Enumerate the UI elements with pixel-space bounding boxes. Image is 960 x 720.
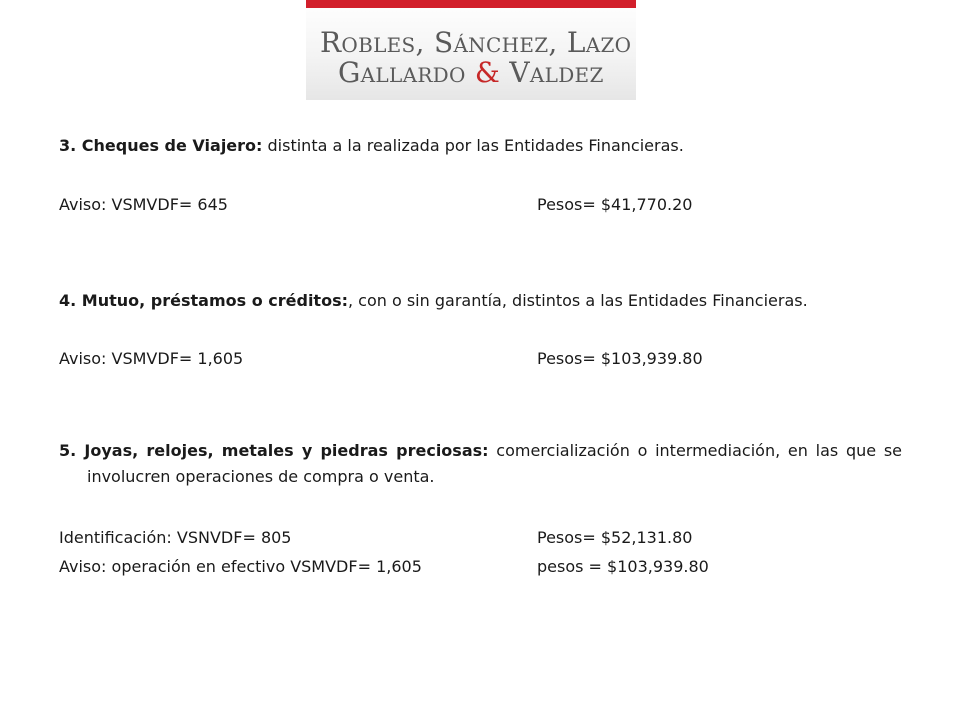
section-5-identificacion-label: Identificación: VSNVDF= 805 [59,528,292,547]
logo-firm-name-line1: Robles, Sánchez, Lazo [320,26,632,59]
section-5-body: comercialización o intermediación, en las que se involucren operaciones de compra o venta. [87,441,902,486]
logo-red-bar [306,0,636,8]
logo-firm-name-line2 [338,56,604,89]
section-4-aviso-value: Pesos= $103,939.80 [537,349,703,368]
section-4-heading [59,288,808,314]
section-3-aviso-label: Aviso: VSMVDF= 645 [59,195,228,214]
logo-ampersand: & [474,56,501,89]
section-4-aviso-label: Aviso: VSMVDF= 1,605 [59,349,244,368]
firm-logo [306,0,636,100]
section-3-title: 3. Cheques de Viajero: [59,136,263,155]
section-4-title: 4. Mutuo, préstamos o créditos: [59,291,348,310]
section-5-aviso-value: pesos = $103,939.80 [537,557,709,576]
section-3-heading [59,133,684,159]
section-3-body: distinta a la realizada por las Entidades Financieras. [262,136,684,155]
section-5-title: 5. Joyas, relojes, metales y piedras preciosas: [59,441,489,460]
logo-name-gallardo: Gallardo [338,56,466,89]
logo-name-valdez: Valdez [509,56,604,89]
section-5-aviso-label: Aviso: operación en efectivo VSMVDF= 1,605 [59,557,422,576]
section-4-body: , con o sin garantía, distintos a las Entidades Financieras. [347,291,808,310]
section-3-aviso-value: Pesos= $41,770.20 [537,195,693,214]
section-5-identificacion-value: Pesos= $52,131.80 [537,528,693,547]
section-5-heading [59,438,902,490]
